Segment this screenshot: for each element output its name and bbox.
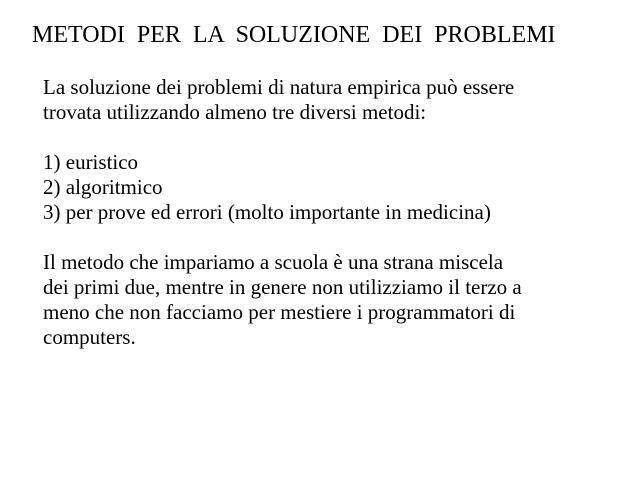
intro-line: La soluzione dei problemi di natura empirica può essere xyxy=(43,75,515,99)
paragraph-spacer xyxy=(43,225,633,250)
closing-line: Il metodo che impariamo a scuola è una strana miscela xyxy=(43,250,504,274)
method-item-prove-ed-errori: 3) per prove ed errori (molto importante in medicina) xyxy=(43,200,491,224)
closing-line: computers. xyxy=(43,325,136,349)
method-item-algoritmico: 2) algoritmico xyxy=(43,175,163,199)
slide-title: METODI PER LA SOLUZIONE DEI PROBLEMI xyxy=(32,22,556,48)
paragraph-spacer xyxy=(43,125,633,150)
closing-paragraph xyxy=(43,250,633,350)
slide-body xyxy=(43,75,633,350)
methods-list xyxy=(43,150,633,225)
closing-line: meno che non facciamo per mestiere i programmatori di xyxy=(43,300,516,324)
method-item-euristico: 1) euristico xyxy=(43,150,139,174)
closing-line: dei primi due, mentre in genere non utilizziamo il terzo a xyxy=(43,275,522,299)
intro-paragraph xyxy=(43,75,633,125)
intro-line: trovata utilizzando almeno tre diversi metodi: xyxy=(43,100,427,124)
